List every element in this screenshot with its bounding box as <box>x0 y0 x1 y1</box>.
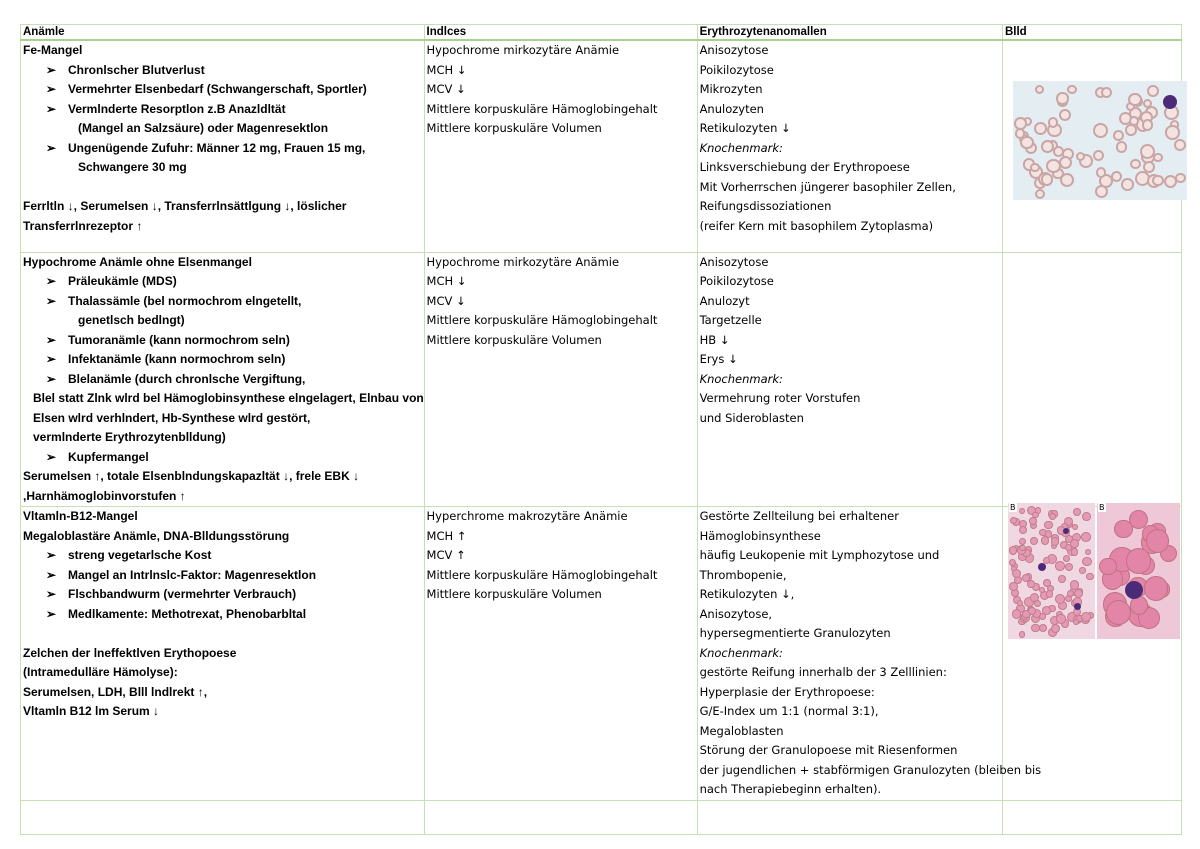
bullet-arrow-icon: ➢ <box>46 274 57 288</box>
red-blood-cell <box>1051 624 1060 633</box>
index-line: MCH ↑ <box>426 528 467 543</box>
text-line: Fe-Mangel <box>23 43 83 57</box>
image-badge: B <box>1099 503 1105 512</box>
anomaly-line: Gestörte Zellteilung bei erhaltener <box>699 509 899 523</box>
index-line: MCH ↓ <box>426 274 467 288</box>
red-blood-cell <box>1081 532 1091 542</box>
bullet-arrow-icon: ➢ <box>46 587 57 601</box>
table-row <box>21 801 1182 835</box>
index-line: Mittlere korpuskuläre Hämoglobingehalt <box>426 313 658 327</box>
red-blood-cell <box>1027 580 1035 588</box>
bullet-item: ➢ Flschbandwurm (vermehrter Verbrauch) <box>23 585 422 605</box>
red-blood-cell <box>1041 173 1053 185</box>
red-blood-cell <box>1039 624 1047 632</box>
red-blood-cell <box>1030 537 1038 545</box>
red-blood-cell <box>1153 153 1162 162</box>
anomaly-line: Anisozytose, <box>699 606 773 621</box>
red-blood-cell <box>1079 567 1086 574</box>
red-blood-cell <box>1019 631 1026 638</box>
text-line: Megaloblastäre Anämle, DNA-Blldungsstörung <box>23 528 290 543</box>
anomaly-line: HB ↓ <box>699 332 730 347</box>
red-blood-cell <box>1065 544 1072 551</box>
red-blood-cell <box>1055 594 1065 604</box>
bullet-item: ➢ Tumoranämle (kann normochrom seln) <box>23 331 422 351</box>
red-blood-cell <box>1096 167 1107 178</box>
bullet-arrow-icon: ➢ <box>46 449 57 464</box>
anemia-table <box>20 24 1182 835</box>
bullet-arrow-icon: ➢ <box>46 82 57 96</box>
white-blood-cell <box>1163 95 1177 109</box>
red-blood-cell <box>1093 150 1104 161</box>
text-line: Blel statt Zlnk wlrd bel Hämoglobinsynthese elngelagert, Elnbau von <box>33 391 424 405</box>
red-blood-cell <box>1093 123 1108 138</box>
bullet-arrow-icon: ➢ <box>46 371 57 386</box>
red-blood-cell <box>1012 569 1021 578</box>
anomaly-line: häufig Leukopenie mit Lymphozytose und <box>699 548 940 562</box>
cell-erythrozyten <box>697 40 1002 252</box>
text-line: Transferrlnrezeptor ↑ <box>23 218 143 233</box>
index-line: Hypochrome mirkozytäre Anämie <box>426 254 620 269</box>
anomaly-line: Anulozyt <box>699 293 750 308</box>
table-row <box>21 40 1182 252</box>
red-blood-cell <box>1143 161 1155 173</box>
index-line: MCV ↓ <box>426 82 466 96</box>
red-blood-cell <box>1081 612 1091 622</box>
header-anaemie: Anämle <box>21 25 425 41</box>
bullet-arrow-icon: ➢ <box>46 548 57 562</box>
red-blood-cell <box>1121 178 1134 191</box>
anomaly-line: Targetzelle <box>699 313 762 327</box>
red-blood-cell <box>1085 549 1092 556</box>
red-blood-cell <box>1073 508 1081 516</box>
red-blood-cell <box>1082 557 1092 567</box>
red-blood-cell <box>1035 85 1044 94</box>
text-line: Serumelsen ↑, totale Elsenblndungskapazltät ↓, frele EBK ↓ <box>23 469 360 483</box>
red-blood-cell <box>1019 508 1025 514</box>
header-bild: Blld <box>1002 25 1181 41</box>
red-blood-cell <box>1034 600 1041 607</box>
header-indices: Indlces <box>424 25 697 41</box>
anomaly-line: Knochenmark: <box>699 645 783 660</box>
red-blood-cell <box>1065 563 1073 571</box>
red-blood-cell <box>1017 600 1023 606</box>
anomaly-line: Reifungsdissoziationen <box>699 199 832 213</box>
text-line: Vltamln B12 lm Serum ↓ <box>23 704 160 718</box>
red-blood-cell <box>1129 116 1139 126</box>
white-blood-cell <box>1125 581 1143 599</box>
anomaly-line: hypersegmentierte Granulozyten <box>699 626 891 640</box>
cell-indices <box>424 40 697 252</box>
cell-bild <box>1002 252 1181 507</box>
red-blood-cell <box>1130 159 1141 170</box>
text-line: Hypochrome Anämle ohne Elsenmangel <box>23 254 252 269</box>
red-blood-cell <box>1099 558 1116 575</box>
index-line: Hyperchrome makrozytäre Anämie <box>426 509 628 523</box>
red-blood-cell <box>1063 555 1071 563</box>
index-line: Mittlere korpuskuläre Volumen <box>426 121 602 135</box>
red-blood-cell <box>1142 119 1154 131</box>
anomaly-line: Störung der Granulopoese mit Riesenformen <box>699 743 958 757</box>
anomaly-line: nach Therapiebeginn erhalten). <box>699 782 882 796</box>
bullet-item: ➢ Ungenügende Zufuhr: Männer 12 mg, Frauen 15 mg, <box>23 139 422 159</box>
blood-smear-image-megaloblastic-high <box>1097 503 1180 639</box>
red-blood-cell <box>1019 526 1027 534</box>
red-blood-cell <box>1030 163 1039 172</box>
anomaly-line: Poikilozytose <box>699 62 774 77</box>
bullet-item: ➢ streng vegetarlsche Kost <box>23 546 422 566</box>
red-blood-cell <box>1071 548 1079 556</box>
red-blood-cell <box>1051 537 1060 546</box>
bullet-arrow-icon: ➢ <box>46 293 57 308</box>
red-blood-cell <box>1165 125 1179 139</box>
anomaly-line: Knochenmark: <box>699 371 783 386</box>
blood-smear-image-megaloblastic-low <box>1008 503 1095 639</box>
text-line: ,Harnhämoglobinvorstufen ↑ <box>23 488 186 503</box>
bullet-arrow-icon: ➢ <box>46 567 57 582</box>
bullet-arrow-icon: ➢ <box>46 606 57 621</box>
red-blood-cell <box>1067 85 1077 95</box>
red-blood-cell <box>1031 624 1039 632</box>
text-line: Zelchen der lneffektlven Erythopoese <box>23 645 237 660</box>
anomaly-line: der jugendlichen + stabförmigen Granulozyten (bleiben bis <box>699 762 1042 777</box>
red-blood-cell <box>1019 545 1025 551</box>
red-blood-cell <box>1128 93 1141 106</box>
image-badge: B <box>1010 503 1016 512</box>
red-blood-cell <box>1058 575 1066 583</box>
cell-anaemie <box>21 40 425 252</box>
anomaly-line: und Sideroblasten <box>699 410 804 425</box>
red-blood-cell <box>1060 173 1074 187</box>
text-line: Schwangere 30 mg <box>78 160 187 174</box>
anomaly-line: Megaloblasten <box>699 723 784 738</box>
anomaly-line: Vermehrung roter Vorstufen <box>699 391 861 405</box>
text-line: (Mangel an Salzsäure) oder Magenresektlon <box>78 121 329 135</box>
red-blood-cell <box>1114 520 1132 538</box>
cell-indices <box>424 507 697 801</box>
red-blood-cell <box>1152 175 1163 186</box>
bullet-item: ➢ Mangel an Intrlnslc-Faktor: Magenresektlon <box>23 566 422 586</box>
bullet-arrow-icon: ➢ <box>46 332 57 347</box>
anomaly-line: Mikrozyten <box>699 82 763 96</box>
red-blood-cell <box>1067 590 1074 597</box>
bullet-item: ➢ Kupfermangel <box>23 448 422 468</box>
red-blood-cell <box>1174 139 1186 151</box>
anomaly-line: Knochenmark: <box>699 140 783 155</box>
red-blood-cell <box>1059 109 1071 121</box>
bullet-item: ➢ Präleukämle (MDS) <box>23 272 422 292</box>
table-row <box>21 252 1182 507</box>
red-blood-cell <box>1126 548 1152 574</box>
cell-anaemie <box>21 507 425 801</box>
anomaly-line: Retikulozyten ↓ <box>699 121 791 135</box>
header-erythrozytenanomalien: Erythrozytenanomallen <box>697 25 1002 41</box>
index-line: MCV ↑ <box>426 548 466 562</box>
red-blood-cell <box>1082 512 1091 521</box>
bullet-arrow-icon: ➢ <box>46 140 57 155</box>
text-line: Vltamln-B12-Mangel <box>23 509 138 523</box>
white-blood-cell <box>1074 603 1081 610</box>
text-line: Ferrltln ↓, Serumelsen ↓, Transferrlnsättlgung ↓, löslicher <box>23 199 347 213</box>
red-blood-cell <box>1175 173 1185 183</box>
red-blood-cell <box>1044 521 1053 530</box>
red-blood-cell <box>1059 156 1073 170</box>
red-blood-cell <box>1034 122 1047 135</box>
red-blood-cell <box>1116 141 1128 153</box>
index-line: MCV ↓ <box>426 293 466 308</box>
red-blood-cell <box>1055 561 1064 570</box>
red-blood-cell <box>1056 614 1066 624</box>
anomaly-line: Hämoglobinsynthese <box>699 528 821 543</box>
red-blood-cell <box>1056 92 1068 104</box>
index-line: MCH ↓ <box>426 62 467 77</box>
cell-anaemie <box>21 252 425 507</box>
anomaly-line: Retikulozyten ↓, <box>699 587 795 601</box>
red-blood-cell <box>1012 609 1022 619</box>
bullet-item: ➢ Blelanämle (durch chronlsche Vergiftung, <box>23 370 422 390</box>
bullet-item: ➢ Chronlscher Blutverlust <box>23 61 422 81</box>
anomaly-line: Anulozyten <box>699 101 764 116</box>
red-blood-cell <box>1039 587 1045 593</box>
anomaly-line: gestörte Reifung innerhalb der 3 Zelllinien: <box>699 665 947 679</box>
red-blood-cell <box>1046 590 1053 597</box>
red-blood-cell <box>1035 189 1045 199</box>
anomaly-line: Anisozytose <box>699 43 769 57</box>
text-line: Elsen wlrd verhlndert, Hb-Synthese wlrd gestört, <box>33 410 311 425</box>
anomaly-line: Mit Vorherrschen jüngerer basophiler Zellen, <box>699 179 956 194</box>
anomaly-line: Anisozytose <box>699 254 769 269</box>
bullet-item: ➢ Vermehrter Elsenbedarf (Schwangerschaft, Sportler) <box>23 80 422 100</box>
cell-erythrozyten <box>697 252 1002 507</box>
index-line: Mittlere korpuskuläre Volumen <box>426 332 602 347</box>
bullet-item: ➢ Vermlnderte Resorptlon z.B Anazldltät <box>23 100 422 120</box>
index-line: Mittlere korpuskuläre Volumen <box>426 587 602 601</box>
anomaly-line: G/E-Index um 1:1 (normal 3:1), <box>699 704 879 718</box>
red-blood-cell <box>1095 185 1108 198</box>
white-blood-cell <box>1038 563 1046 571</box>
index-line: Mittlere korpuskuläre Hämoglobingehalt <box>426 101 658 116</box>
bullet-arrow-icon: ➢ <box>46 62 57 77</box>
text-line <box>23 178 422 198</box>
bullet-arrow-icon: ➢ <box>46 352 57 366</box>
text-line: (Intramedulläre Hämolyse): <box>23 665 178 679</box>
red-blood-cell <box>1144 576 1168 600</box>
red-blood-cell <box>1125 124 1137 136</box>
bullet-item: ➢ Thalassämle (bel normochrom elngetellt, <box>23 292 422 312</box>
red-blood-cell <box>1042 606 1051 615</box>
red-blood-cell <box>1147 85 1159 97</box>
anomaly-line: Thrombopenie, <box>699 567 787 582</box>
text-line: Serumelsen, LDH, Blll lndlrekt ↑, <box>23 684 208 699</box>
anomaly-line: (reifer Kern mit basophilem Zytoplasma) <box>699 218 934 233</box>
red-blood-cell <box>1086 573 1094 581</box>
anomaly-line: Poikilozytose <box>699 274 774 288</box>
red-blood-cell <box>1106 600 1131 625</box>
red-blood-cell <box>1009 546 1018 555</box>
red-blood-cell <box>1101 87 1112 98</box>
cell-erythrozyten <box>697 507 1042 801</box>
red-blood-cell <box>1073 619 1079 625</box>
index-line: Hypochrome mirkozytäre Anämie <box>426 43 620 57</box>
anomaly-line: Erys ↓ <box>699 352 738 366</box>
white-blood-cell <box>1063 528 1069 534</box>
red-blood-cell <box>1009 582 1018 591</box>
text-line <box>23 624 422 644</box>
blood-smear-image-microcytic <box>1013 81 1187 200</box>
anomaly-line: Linksverschiebung der Erythropoese <box>699 160 910 174</box>
anomaly-line: Hyperplasie der Erythropoese: <box>699 684 875 699</box>
header-row <box>21 25 1182 41</box>
bullet-arrow-icon: ➢ <box>46 101 57 116</box>
bullet-item: ➢ Medlkamente: Methotrexat, Phenobarbltal <box>23 605 422 625</box>
index-line: Mittlere korpuskuläre Hämoglobingehalt <box>426 567 658 582</box>
cell-indices <box>424 252 697 507</box>
red-blood-cell <box>1113 130 1124 141</box>
text-line: genetlsch bedlngt) <box>78 313 185 327</box>
text-line: vermlnderte Erythrozytenblldung) <box>33 430 226 444</box>
red-blood-cell <box>1045 530 1053 538</box>
red-blood-cell <box>1049 513 1056 520</box>
bullet-item: ➢ Infektanämle (kann normochrom seln) <box>23 350 422 370</box>
red-blood-cell <box>1032 512 1039 519</box>
